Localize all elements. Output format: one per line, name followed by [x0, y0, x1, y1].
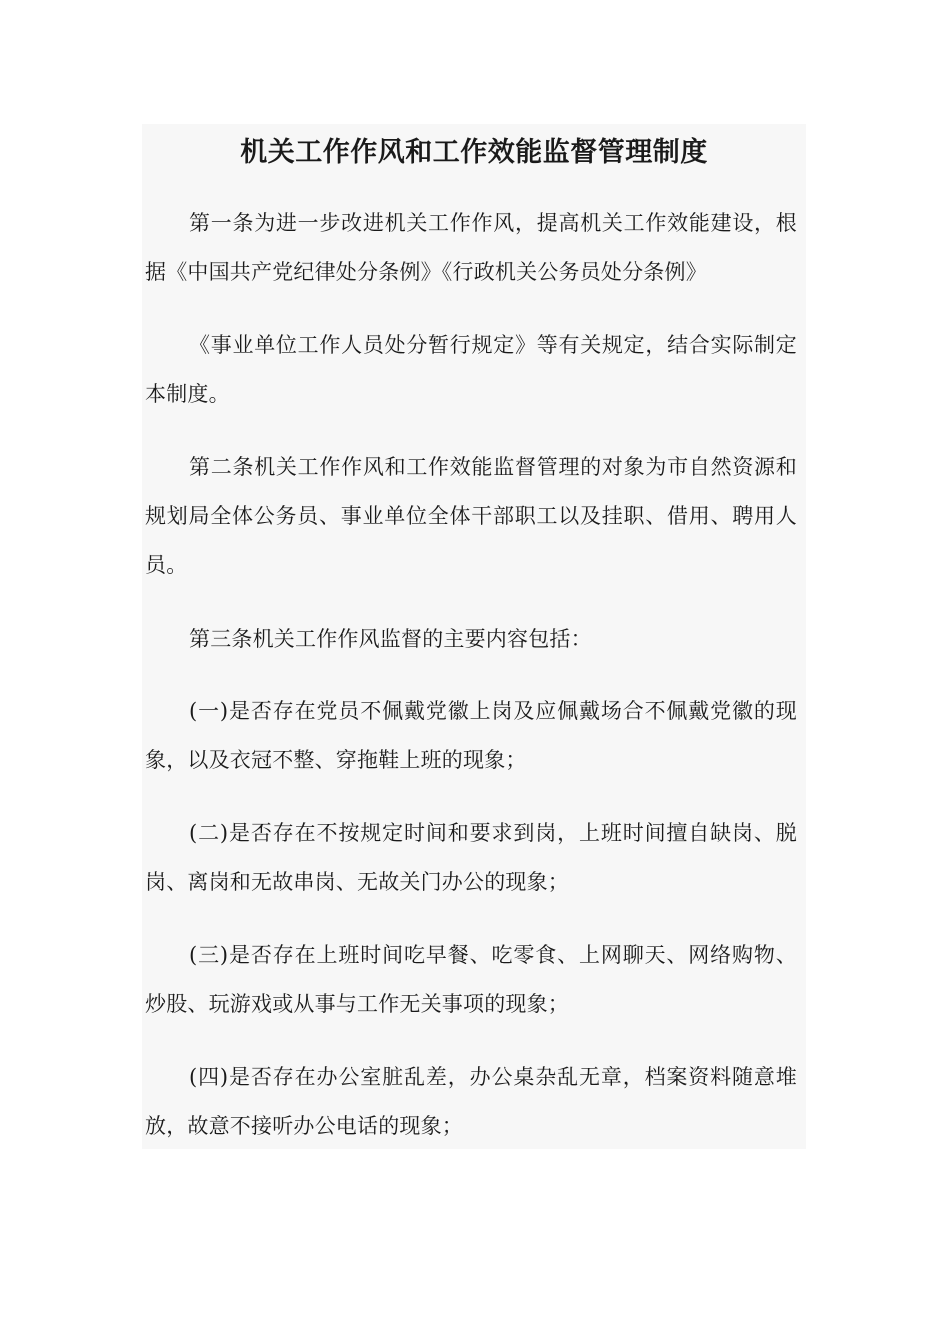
- paragraph-article-2: 第二条机关工作作风和工作效能监督管理的对象为市自然资源和规划局全体公务员、事业单位全体干部职工以及挂职、借用、聘用人员。: [145, 455, 797, 577]
- paragraph-article-1-continued: 《事业单位工作人员处分暂行规定》等有关规定，结合实际制定本制度。: [145, 333, 797, 406]
- list-item-4: (四)是否存在办公室脏乱差，办公桌杂乱无章，档案资料随意堆放，故意不接听办公电话的现象；: [145, 1065, 797, 1138]
- paragraph-article-1: 第一条为进一步改进机关工作作风，提高机关工作效能建设，根据《中国共产党纪律处分条例》《行政机关公务员处分条例》: [145, 211, 797, 284]
- document-title: 机关工作作风和工作效能监督管理制度: [240, 137, 708, 168]
- list-item-3: (三)是否存在上班时间吃早餐、吃零食、上网聊天、网络购物、炒股、玩游戏或从事与工作无关事项的现象；: [145, 943, 797, 1016]
- paragraph-article-3: 第三条机关工作作风监督的主要内容包括：: [189, 627, 592, 651]
- list-item-2: (二)是否存在不按规定时间和要求到岗，上班时间擅自缺岗、脱岗、离岗和无故串岗、无故关门办公的现象；: [145, 821, 797, 894]
- list-item-1: (一)是否存在党员不佩戴党徽上岗及应佩戴场合不佩戴党徽的现象，以及衣冠不整、穿拖鞋上班的现象；: [145, 699, 797, 772]
